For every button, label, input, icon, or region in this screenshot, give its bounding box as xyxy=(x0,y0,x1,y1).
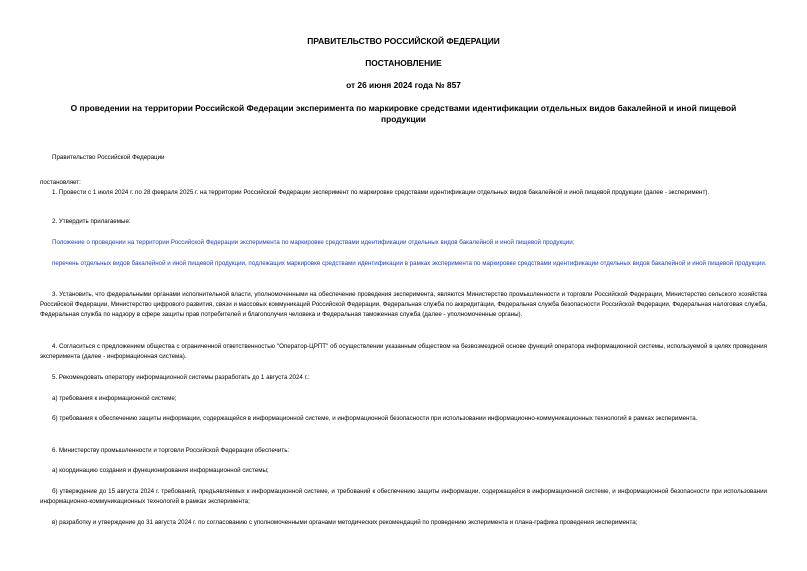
paragraph-5: 5. Рекомендовать оператору информационной системы разработать до 1 августа 2024 г.: xyxy=(52,374,310,381)
paragraph-6: 6. Министерству промышленности и торговли Российской Федерации обеспечить: xyxy=(52,447,290,454)
document-page xyxy=(40,0,767,571)
paragraph-6a: а) координацию создания и функционирования информационной системы; xyxy=(52,467,269,474)
product-list-link[interactable]: перечень отдельных видов бакалейной и иной пищевой продукции, подлежащих маркировке средствами идентификации в рамках эксперимента по маркировке средствами идентификации отдельных видов бакалейной и иной пищевой продукции. xyxy=(52,260,767,267)
resolves-text: постановляет: xyxy=(40,179,81,186)
document-title: О проведении на территории Российской Федерации эксперимента по маркировке средствами идентификации отдельных видов бакалейной и иной пищевой продукции xyxy=(70,103,737,124)
paragraph-5a: а) требования к информационной системе; xyxy=(52,395,177,402)
government-heading: ПРАВИТЕЛЬСТВО РОССИЙСКОЙ ФЕДЕРАЦИИ xyxy=(307,36,500,46)
paragraph-6b: б) утверждение до 15 августа 2024 г. требований, предъявляемых к информационной системе, и требований к обеспечению защиты информации, содержащейся в информационной системе, и информационной безопасности при использовании информационно-коммуникационных технологий в рамках эксперимента; xyxy=(40,488,767,505)
paragraph-5b: б) требования к обеспечению защиты информации, содержащейся в информационной системе, и информационной безопасности при использовании информационно-коммуникационных технологий в рамках эксперимента. xyxy=(52,415,698,422)
date-number: от 26 июня 2024 года № 857 xyxy=(346,80,461,90)
intro-text: Правительство Российской Федерации xyxy=(52,154,165,161)
paragraph-1: 1. Провести с 1 июля 2024 г. по 28 февраля 2025 г. на территории Российской Федерации эксперимент по маркировке средствами идентификации отдельных видов бакалейной и иной пищевой продукции (далее - эксперимент). xyxy=(52,189,710,196)
document-type: ПОСТАНОВЛЕНИЕ xyxy=(365,58,442,68)
regulation-link[interactable]: Положение о проведении на территории Российской Федерации эксперимента по маркировке средствами идентификации отдельных видов бакалейной и иной пищевой продукции; xyxy=(52,239,575,246)
paragraph-6c: в) разработку и утверждение до 31 августа 2024 г. по согласованию с уполномоченными органами методических рекомендаций по проведению эксперимента и плана-графика проведения эксперимента; xyxy=(52,519,638,526)
paragraph-2: 2. Утвердить прилагаемые: xyxy=(52,218,131,225)
paragraph-4: 4. Согласиться с предложением общества с ограниченной ответственностью "Оператор-ЦРПТ" об осуществлении указанным обществом на безвозмездной основе функций оператора информационной системы, используемой в целях проведения эксперимента (далее - информационная система). xyxy=(40,343,767,360)
paragraph-3: 3. Установить, что федеральными органами исполнительной власти, уполномоченными на обеспечение проведения эксперимента, являются Министерство промышленности и торговли Российской Федерации, Министерство сельского хозяйства Российской Федерации, Министерство цифрового развития, связи и массовых коммуникаций Российской Федерации, Федеральная служба по аккредитации, Федеральная служба безопасности Российской Федерации, Федеральная налоговая служба, Федеральная служба по надзору в сфере защиты прав потребителей и благополучия человека и Федеральная таможенная служба (далее - уполномоченные органы). xyxy=(40,291,767,318)
